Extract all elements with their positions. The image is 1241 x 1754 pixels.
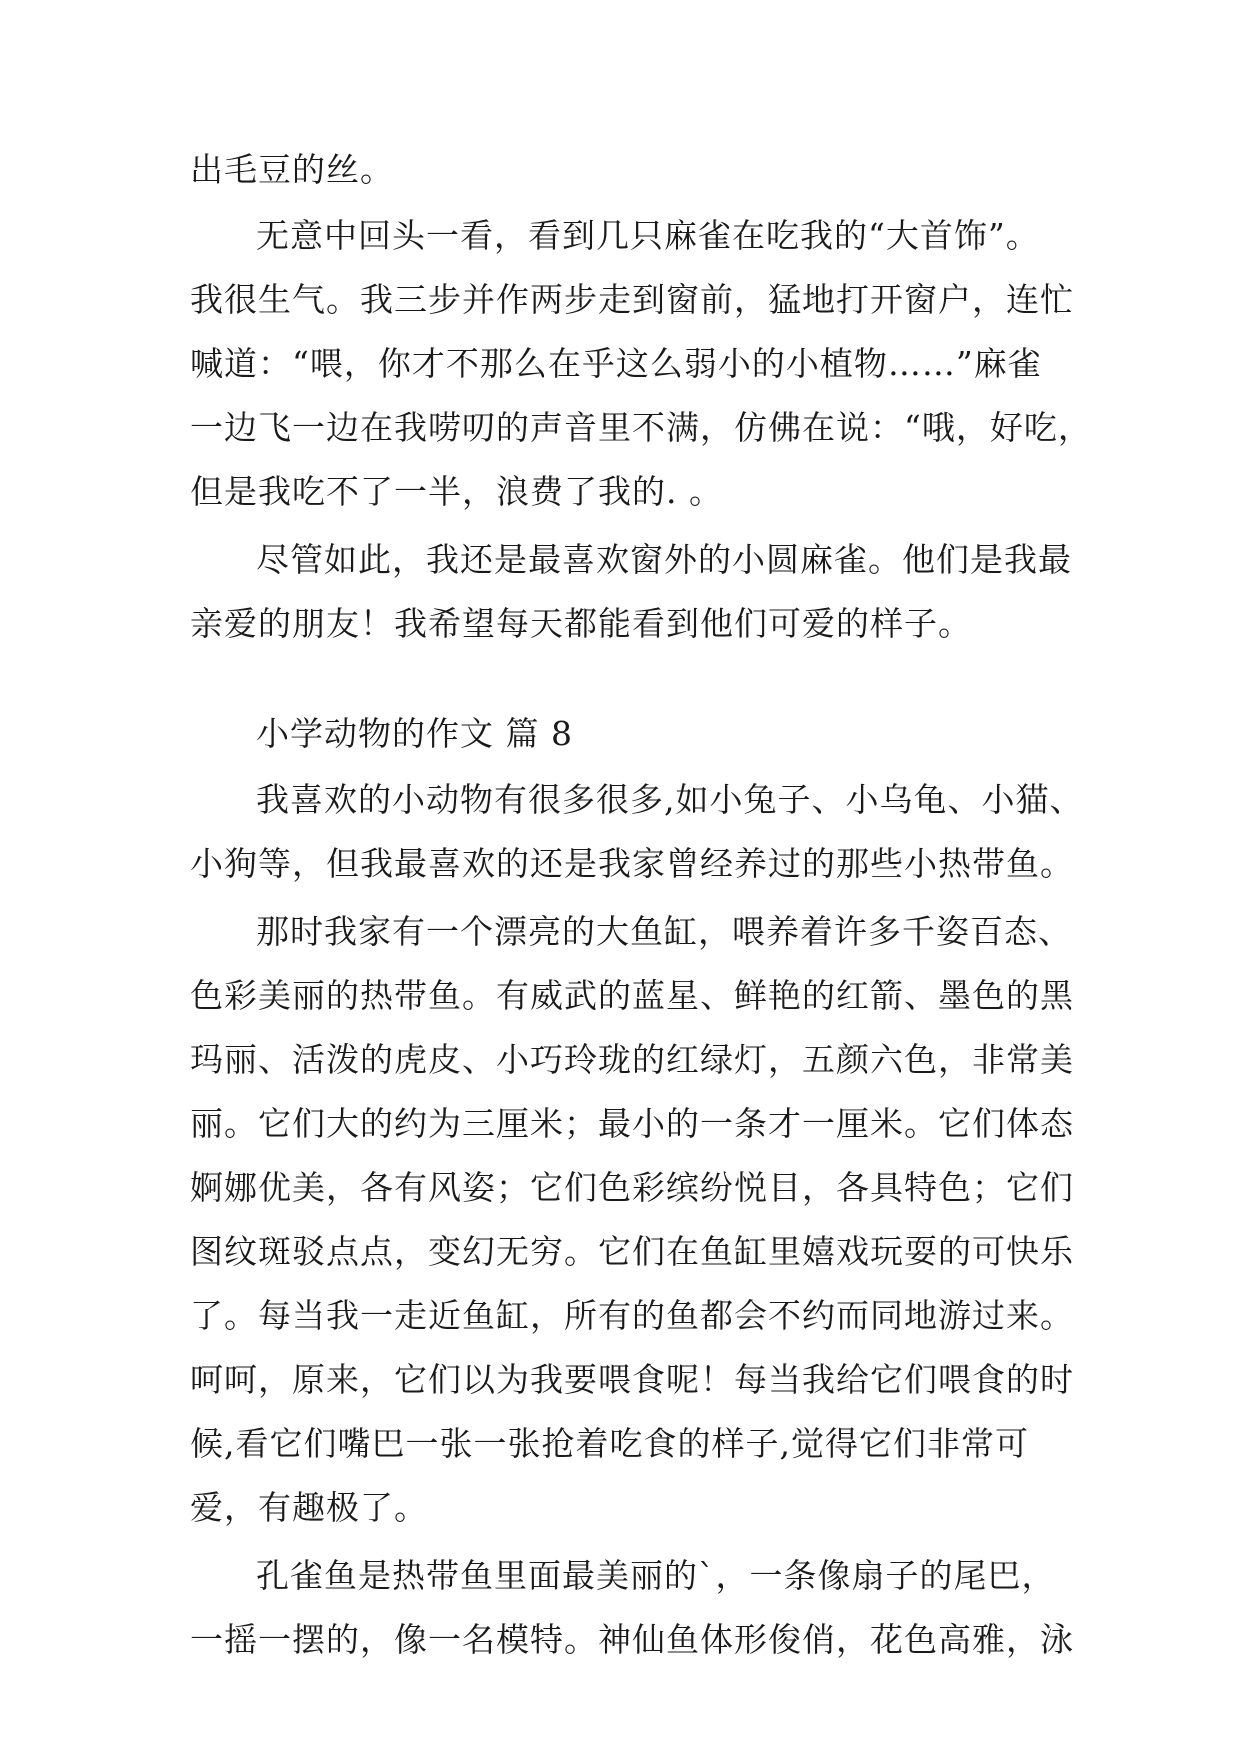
- text-line: 小狗等，但我最喜欢的还是我家曾经养过的那些小热带鱼。: [190, 844, 1074, 883]
- text-line: 了。每当我一走近鱼缸，所有的鱼都会不约而同地游过来。: [190, 1296, 1074, 1335]
- text-line: 出毛豆的丝。: [190, 150, 394, 189]
- text-line: 喊道：“喂，你才不那么在乎这么弱小的小植物……”麻雀: [190, 344, 1042, 383]
- text-line: 但是我吃不了一半，浪费了我的. 。: [190, 472, 723, 511]
- section-heading: 小学动物的作文 篇 8: [256, 714, 573, 753]
- text-line: 丽。它们大的约为三厘米；最小的一条才一厘米。它们体态: [190, 1104, 1074, 1143]
- text-line: 我喜欢的小动物有很多很多,如小兔子、小乌龟、小猫、: [256, 780, 1084, 819]
- text-line: 无意中回头一看，看到几只麻雀在吃我的“大首饰”。: [256, 216, 1040, 255]
- text-line: 候,看它们嘴巴一张一张抢着吃食的样子,觉得它们非常可: [190, 1424, 1029, 1463]
- text-line: 婀娜优美，各有风姿；它们色彩缤纷悦目，各具特色；它们: [190, 1168, 1074, 1207]
- text-line: 那时我家有一个漂亮的大鱼缸，喂养着许多千姿百态、: [256, 912, 1072, 951]
- text-line: 一摇一摆的，像一名模特。神仙鱼体形俊俏，花色高雅，泳: [190, 1620, 1074, 1659]
- text-line: 图纹斑驳点点，变幻无穷。它们在鱼缸里嬉戏玩耍的可快乐: [190, 1232, 1074, 1271]
- text-line: 我很生气。我三步并作两步走到窗前，猛地打开窗户，连忙: [190, 280, 1074, 319]
- text-line: 爱，有趣极了。: [190, 1488, 428, 1527]
- text-line: 呵呵，原来，它们以为我要喂食呢！每当我给它们喂食的时: [190, 1360, 1074, 1399]
- text-line: 亲爱的朋友！我希望每天都能看到他们可爱的样子。: [190, 604, 972, 643]
- text-line: 色彩美丽的热带鱼。有威武的蓝星、鲜艳的红箭、墨色的黑: [190, 976, 1074, 1015]
- text-line: 尽管如此，我还是最喜欢窗外的小圆麻雀。他们是我最: [256, 540, 1072, 579]
- text-line: 一边飞一边在我唠叨的声音里不满，仿佛在说：“哦，好吃，: [190, 408, 1092, 447]
- text-line: 玛丽、活泼的虎皮、小巧玲珑的红绿灯，五颜六色，非常美: [190, 1040, 1074, 1079]
- text-line: 孔雀鱼是热带鱼里面最美丽的`，一条像扇子的尾巴，: [256, 1556, 1056, 1595]
